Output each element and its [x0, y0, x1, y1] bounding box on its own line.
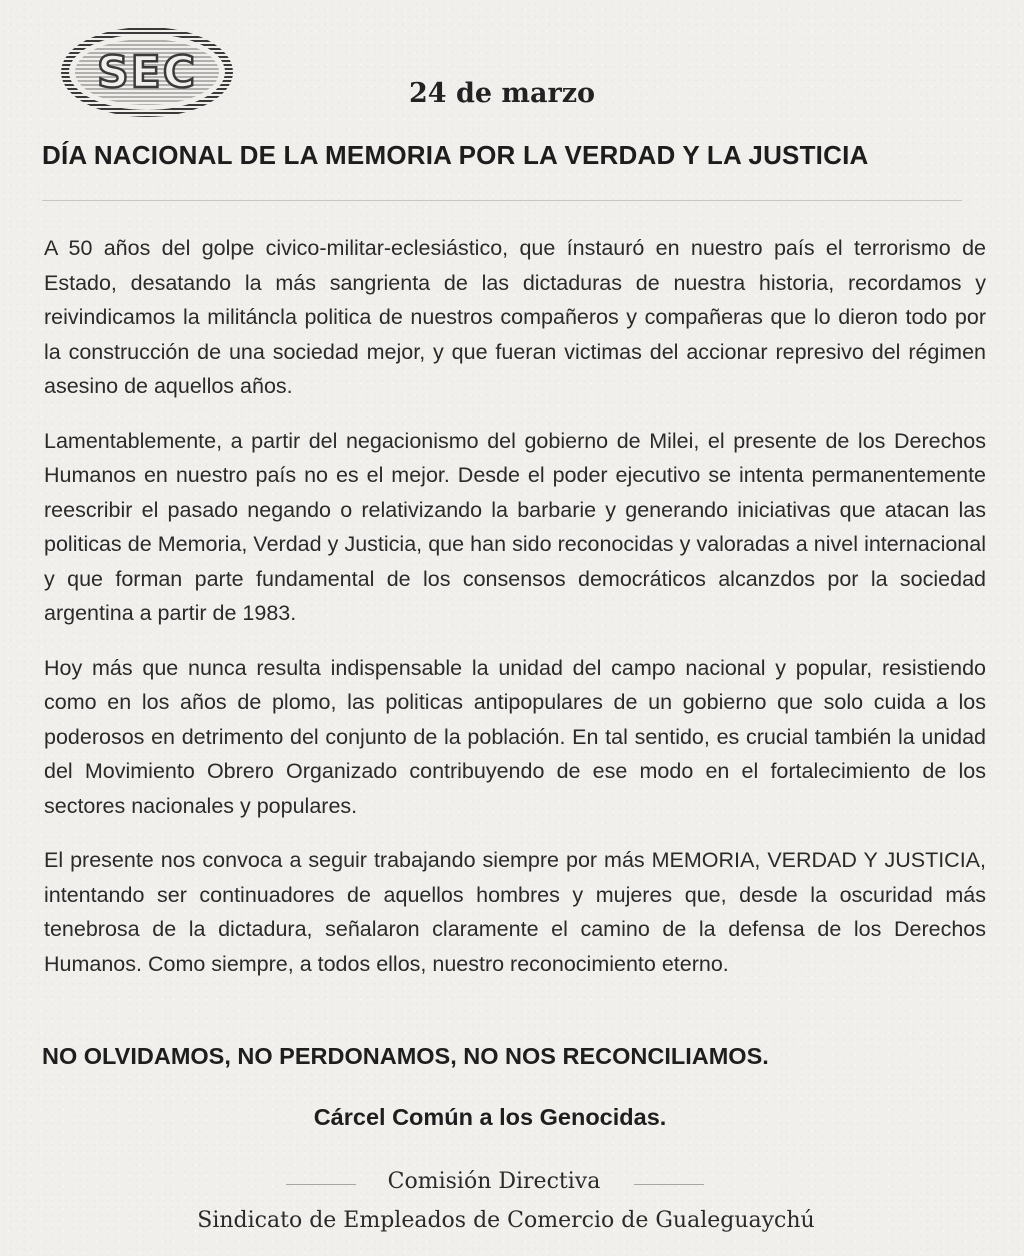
paragraph-1: A 50 años del golpe civico-militar-eclesiástico, que ínstauró en nuestro país el terrorismo de Estado, desatando la más sangrienta de las dictaduras de nuestra historia, recordamos y reivindicamos la militáncla politica de nuestros compañeros y compañeras que lo dieron todo por la construcción de una sociedad mejor, y que fueran victimas del accionar represivo del régimen asesino de aquellos años. [44, 236, 986, 398]
signature-committee: Comisión Directiva [387, 1169, 601, 1194]
paragraph-4: El presente nos convoca a seguir trabajando siempre por más MEMORIA, VERDAD Y JUSTICIA, intentando ser continuadores de aquellos hombres y mujeres que, desde la oscuridad más tenebrosa de la dictadura, señalaron claramente el camino de la defensa de los Derechos Humanos. Como siempre, a todos ellos, nuestro reconocimiento eterno. [44, 848, 986, 976]
page-title: DÍA NACIONAL DE LA MEMORIA POR LA VERDAD Y LA JUSTICIA [42, 140, 869, 170]
slogan: Cárcel Común a los Genocidas. [313, 1104, 667, 1130]
logo-text: SEC [96, 47, 198, 98]
paragraph-3: Hoy más que nunca resulta indispensable la unidad del campo nacional y popular, resistiendo como en los años de plomo, las politicas antipopulares de un gobierno que solo cuida a los poderosos en detrimento del conjunto de la población. En tal sentido, es crucial también la unidad del Movimiento Obrero Organizado contribuyendo de ese modo en el fortalecimiento de los sectores nacionales y populares. [44, 655, 986, 818]
title-divider [42, 200, 962, 201]
date-heading: 24 de marzo [408, 78, 596, 109]
motto: NO OLVIDAMOS, NO PERDONAMOS, NO NOS RECONCILIAMOS. [42, 1043, 769, 1069]
signature-union: Sindicato de Empleados de Comercio de Gualeguaychú [197, 1208, 815, 1233]
paragraph-2: Lamentablemente, a partir del negacionismo del gobierno de Milei, el presente de los Derechos Humanos en nuestro país no es el mejor. Desde el poder ejecutivo se intenta permanentemente reescribir el pasado negando o relativizando la barbarie y generando iniciativas que atacan las politicas de Memoria, Verdad y Justicia, que han sido reconocidas y valoradas a nivel internacional y que forman parte fundamental de los consensos democráticos alcanzdos por la sociedad argentina a partir de 1983. [44, 428, 986, 625]
statement-body [44, 231, 986, 1001]
